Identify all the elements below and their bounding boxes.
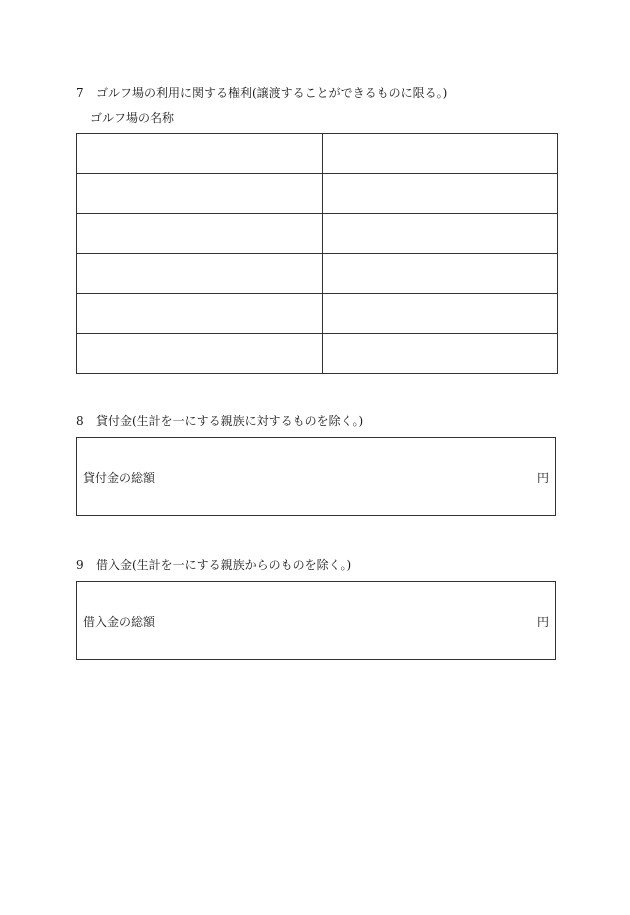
section-9-title: 借入金(生計を一にする親族からのものを除く。) [96,558,352,572]
golf-course-name-cell[interactable] [77,294,323,334]
loan-receivable-total-label: 貸付金の総額 [83,471,156,485]
borrowings-total-box[interactable] [76,581,556,660]
golf-course-detail-cell[interactable] [323,214,558,254]
table-row [77,214,558,254]
section-9-heading [76,557,351,573]
golf-course-detail-cell[interactable] [323,334,558,374]
section-7-number: 7 [76,86,84,100]
table-row [77,254,558,294]
section-8-number: 8 [76,414,84,428]
borrowings-total-label: 借入金の総額 [83,615,156,629]
section-9-number: 9 [76,558,84,572]
golf-course-name-cell[interactable] [77,214,323,254]
yen-unit: 円 [536,471,549,485]
golf-course-name-label: ゴルフ場の名称 [90,111,175,125]
golf-course-name-cell[interactable] [77,254,323,294]
section-7-title: ゴルフ場の利用に関する権利(譲渡することができるものに限る。) [96,86,448,100]
table-row [77,174,558,214]
section-8-heading [76,413,363,429]
golf-course-name-cell[interactable] [77,134,323,174]
table-row [77,134,558,174]
table-row [77,334,558,374]
golf-course-detail-cell[interactable] [323,134,558,174]
section-7-heading [76,85,447,101]
table-row [77,294,558,334]
section-8-title: 貸付金(生計を一にする親族に対するものを除く。) [96,414,364,428]
golf-course-detail-cell[interactable] [323,254,558,294]
golf-course-detail-cell[interactable] [323,294,558,334]
golf-course-name-cell[interactable] [77,174,323,214]
golf-course-name-cell[interactable] [77,334,323,374]
golf-course-detail-cell[interactable] [323,174,558,214]
loan-receivable-total-box[interactable] [76,437,556,516]
golf-course-table [76,133,558,374]
yen-unit: 円 [536,615,549,629]
